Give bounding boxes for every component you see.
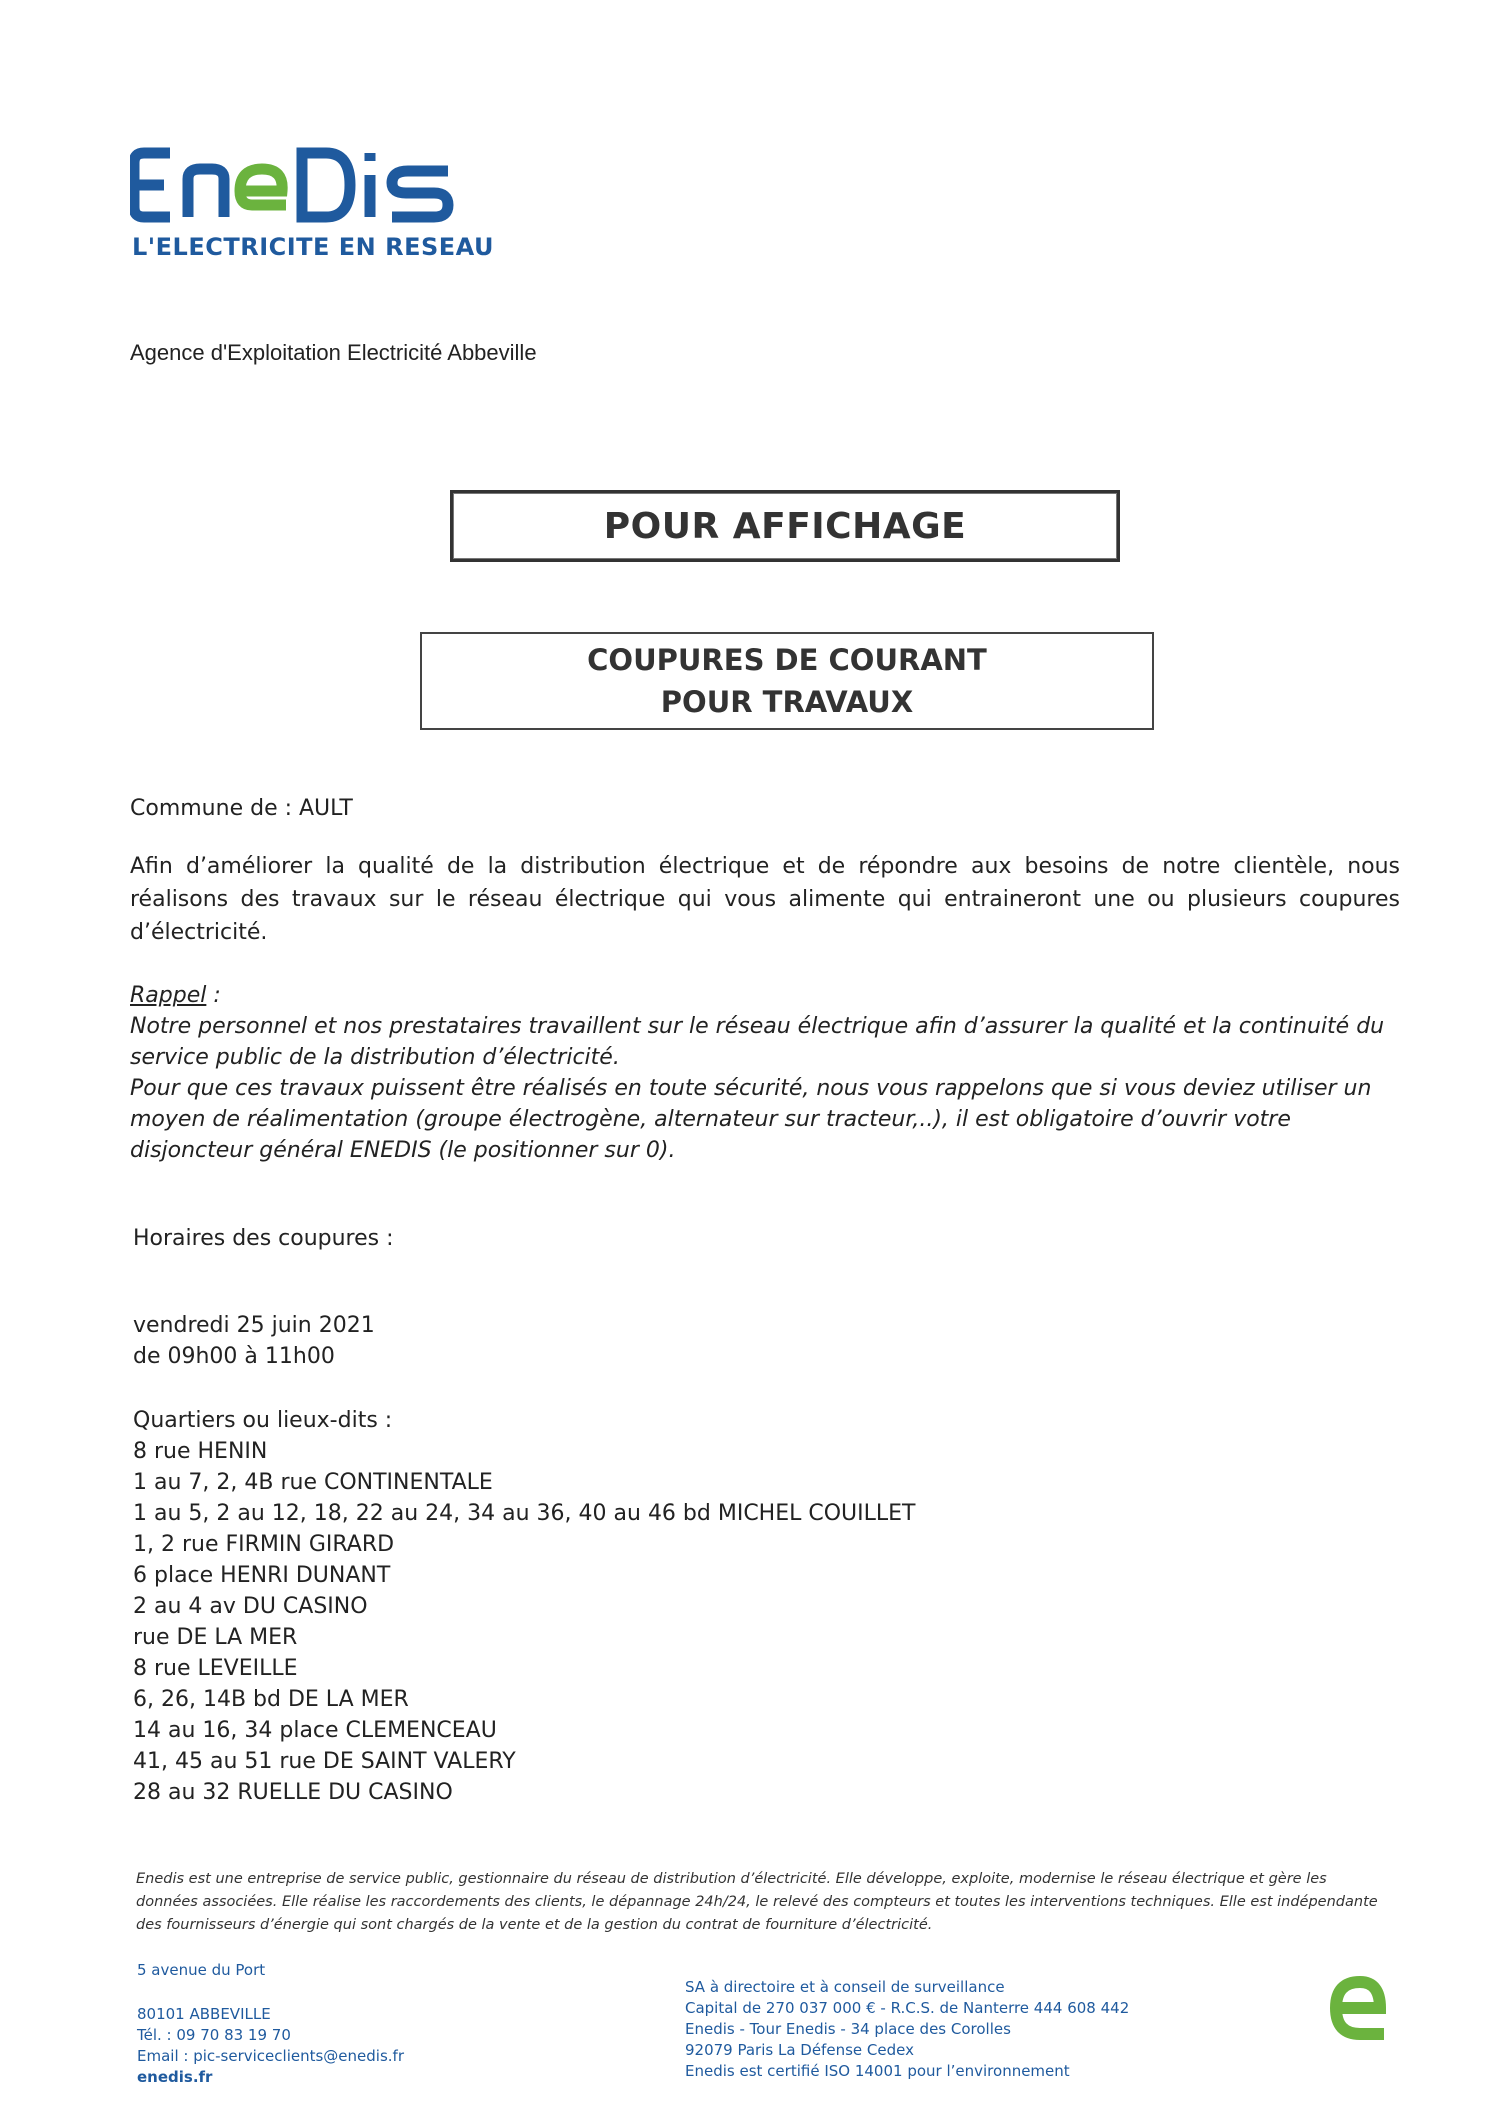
agency-name: Agence d'Exploitation Electricité Abbeville <box>130 340 537 365</box>
footer-legal-line: 92079 Paris La Défense Cedex <box>685 2041 914 2059</box>
enedis-e-icon <box>1322 1968 1398 2048</box>
list-item: 8 rue HENIN <box>133 1439 268 1464</box>
list-item: 6, 26, 14B bd DE LA MER <box>133 1687 409 1712</box>
list-item: 6 place HENRI DUNANT <box>133 1563 391 1588</box>
footer-phone: Tél. : 09 70 83 19 70 <box>137 2026 291 2044</box>
areas-heading: Quartiers ou lieux-dits : <box>133 1408 393 1433</box>
list-item: 28 au 32 RUELLE DU CASINO <box>133 1780 453 1805</box>
subject-box <box>420 632 1154 730</box>
subject-line-1: COUPURES DE COURANT <box>587 643 987 677</box>
reminder-paragraph-1: Notre personnel et nos prestataires travaillent sur le réseau électrique afin d’assurer la qualité et la continuité du service public de la distribution d’électricité. <box>130 1014 1385 1070</box>
reminder-paragraph-2: Pour que ces travaux puissent être réalisés en toute sécurité, nous vous rappelons que si vous deviez utiliser un moyen de réalimentation (groupe électrogène, alternateur sur tracteur,..), il est obligatoire d’ouvrir votre disjoncteur général ENEDIS (le positionner sur 0). <box>130 1076 1372 1163</box>
schedule-time: de 09h00 à 11h00 <box>133 1344 335 1369</box>
areas-list <box>133 1405 916 1808</box>
list-item: 1, 2 rue FIRMIN GIRARD <box>133 1532 395 1557</box>
list-item: 2 au 4 av DU CASINO <box>133 1594 368 1619</box>
schedule-block <box>133 1310 375 1372</box>
list-item: rue DE LA MER <box>133 1625 298 1650</box>
commune-line: Commune de : AULT <box>130 796 353 821</box>
schedule-date: vendredi 25 juin 2021 <box>133 1313 375 1338</box>
reminder-colon: : <box>206 983 221 1008</box>
intro-paragraph: Afin d’améliorer la qualité de la distribution électrique et de répondre aux besoins de notre clientèle, nous réalisons des travaux sur le réseau électrique qui vous alimente qui entraineront une ou plusieurs coupures d’électricité. <box>130 854 1400 945</box>
footer-legal-line: SA à directoire et à conseil de surveillance <box>685 1978 1005 1996</box>
footer-legal-line: Enedis - Tour Enedis - 34 place des Corolles <box>685 2020 1011 2038</box>
footer-city: 80101 ABBEVILLE <box>137 2005 271 2023</box>
display-banner <box>450 490 1120 562</box>
footer-website: enedis.fr <box>137 2068 213 2086</box>
footer-address-street: 5 avenue du Port <box>137 1961 266 1979</box>
footer-contact <box>137 2004 404 2088</box>
footer-legal-line: Capital de 270 037 000 € - R.C.S. de Nanterre 444 608 442 <box>685 1999 1130 2017</box>
list-item: 41, 45 au 51 rue DE SAINT VALERY <box>133 1749 516 1774</box>
subject-line-2: POUR TRAVAUX <box>660 685 914 719</box>
list-item: 14 au 16, 34 place CLEMENCEAU <box>133 1718 497 1743</box>
footer-legal-line: Enedis est certifié ISO 14001 pour l’environnement <box>685 2062 1070 2080</box>
enedis-wordmark-logo <box>130 145 460 225</box>
list-item: 8 rue LEVEILLE <box>133 1656 298 1681</box>
reminder-heading <box>130 980 1400 1011</box>
display-banner-text: POUR AFFICHAGE <box>603 505 967 547</box>
company-disclaimer: Enedis est une entreprise de service public, gestionnaire du réseau de distribution d’électricité. Elle développe, exploite, modernise le réseau électrique et gère les données associées. Elle réalise les raccordements des clients, le dépannage 24h/24, le relevé des compteurs et toutes les interventions techniques. Elle est indépendante des fournisseurs d’énergie qui sont chargés de la vente et de la gestion du contrat de fourniture d’électricité. <box>136 1871 1378 1933</box>
logo-tagline: L'ELECTRICITE EN RESEAU <box>132 233 494 261</box>
reminder-label: Rappel <box>130 983 207 1008</box>
footer-legal <box>685 1977 1129 2082</box>
schedule-heading: Horaires des coupures : <box>133 1226 394 1251</box>
list-item: 1 au 7, 2, 4B rue CONTINENTALE <box>133 1470 493 1495</box>
enedis-logo <box>130 145 494 265</box>
list-item: 1 au 5, 2 au 12, 18, 22 au 24, 34 au 36, 40 au 46 bd MICHEL COUILLET <box>133 1501 916 1526</box>
reminder-block <box>130 980 1400 1166</box>
footer-email: Email : pic-serviceclients@enedis.fr <box>137 2047 404 2065</box>
